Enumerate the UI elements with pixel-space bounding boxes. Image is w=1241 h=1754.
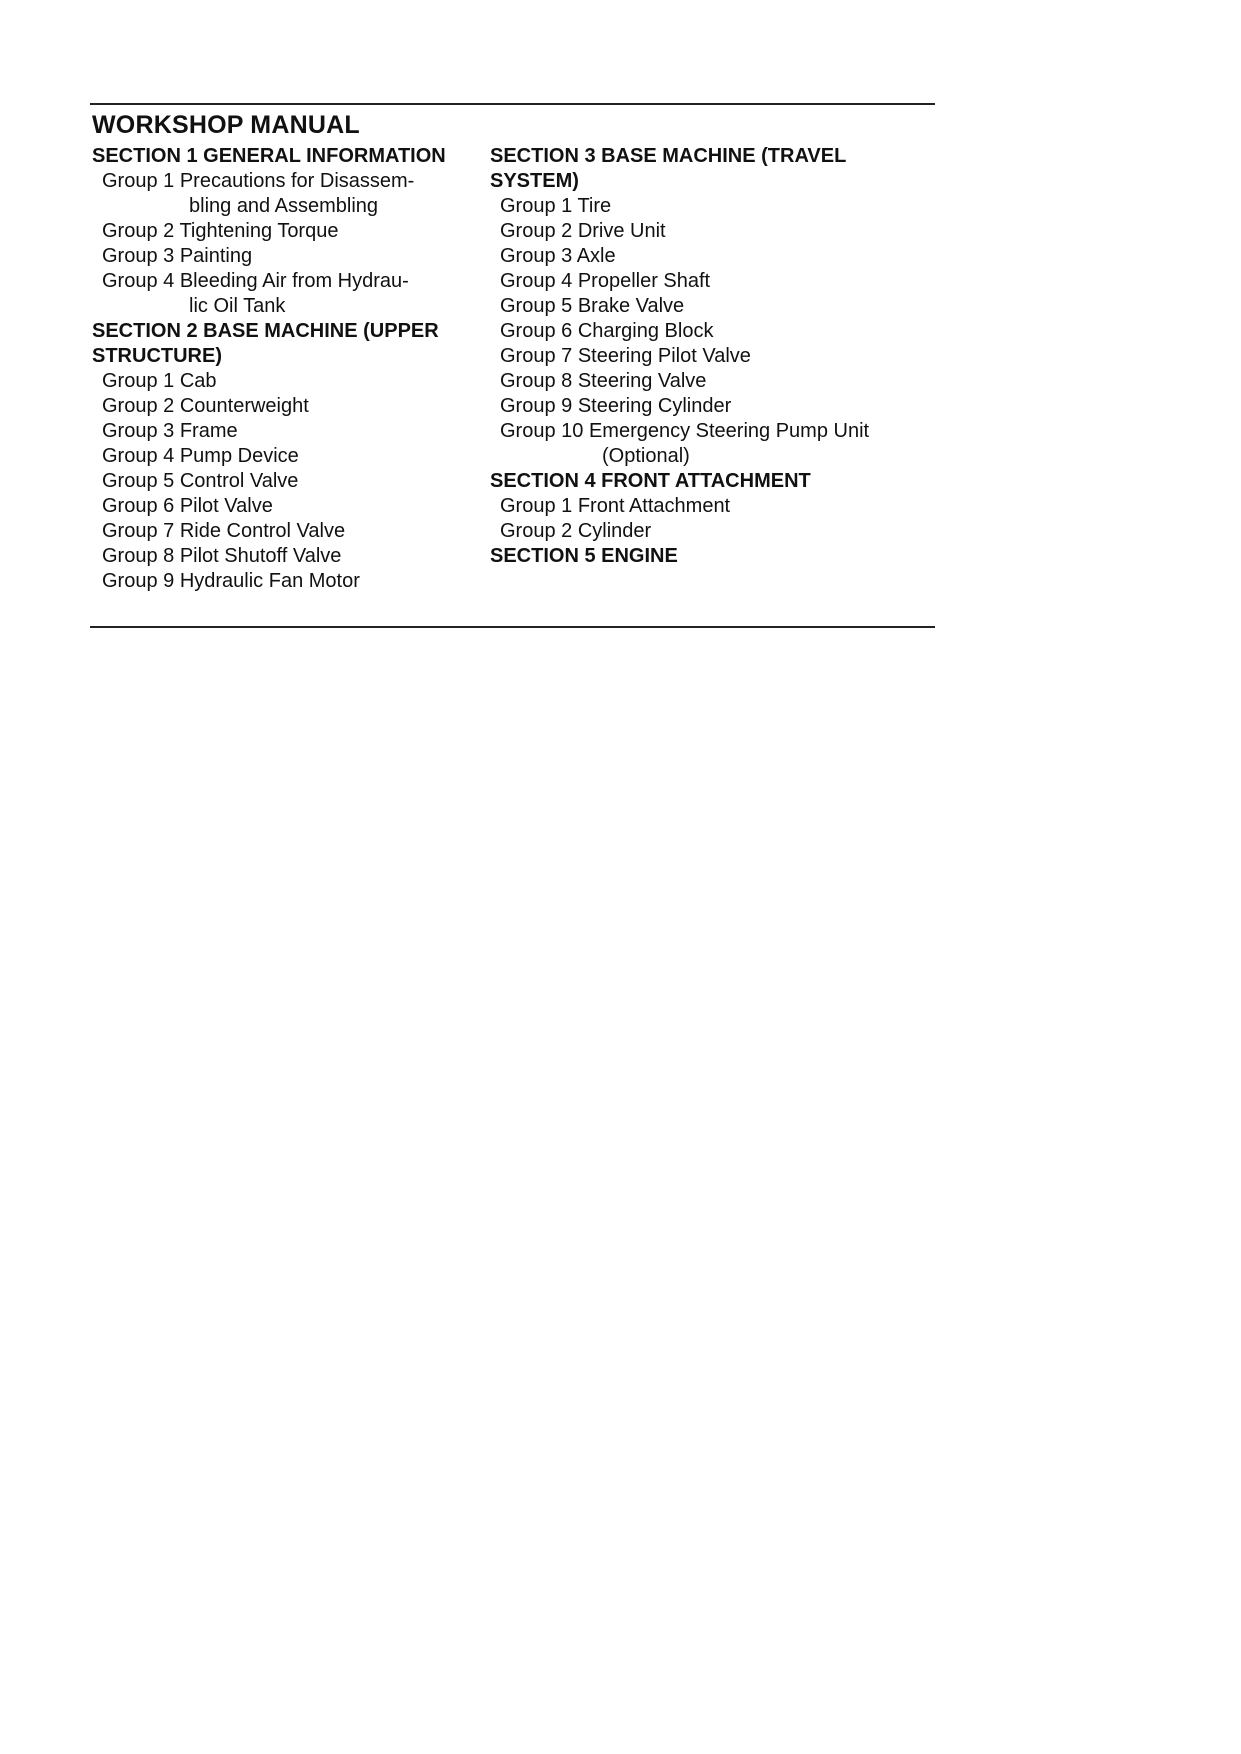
group-entry: Group 1 Front Attachment <box>500 495 731 517</box>
group-entry: Group 9 Hydraulic Fan Motor <box>102 570 360 592</box>
group-entry: Group 1 Cab <box>102 370 217 392</box>
group-entry: Group 10 Emergency Steering Pump Unit <box>500 420 870 442</box>
group-entry-continuation: bling and Assembling <box>189 195 379 217</box>
group-entry: Group 2 Tightening Torque <box>102 220 339 242</box>
group-entry: Group 3 Painting <box>102 245 253 267</box>
group-entry: Group 6 Charging Block <box>500 320 714 342</box>
group-entry-continuation: (Optional) <box>602 445 690 467</box>
group-entry: Group 2 Drive Unit <box>500 220 666 242</box>
group-entry: Group 4 Bleeding Air from Hydrau- <box>102 270 409 292</box>
group-entry: Group 7 Steering Pilot Valve <box>500 345 751 367</box>
group-entry: Group 3 Axle <box>500 245 616 267</box>
section-heading: SECTION 2 BASE MACHINE (UPPER <box>92 320 439 342</box>
page-title: WORKSHOP MANUAL <box>92 111 360 139</box>
group-entry: Group 9 Steering Cylinder <box>500 395 732 417</box>
bottom-rule <box>90 626 935 628</box>
group-entry: Group 2 Counterweight <box>102 395 309 417</box>
group-entry: Group 1 Precautions for Disassem- <box>102 170 415 192</box>
group-entry: Group 1 Tire <box>500 195 612 217</box>
contents-right-column <box>490 144 940 569</box>
section-heading: STRUCTURE) <box>92 345 222 367</box>
section-heading: SECTION 3 BASE MACHINE (TRAVEL <box>490 145 847 167</box>
contents-left-column <box>92 144 487 594</box>
group-entry: Group 5 Control Valve <box>102 470 299 492</box>
group-entry: Group 3 Frame <box>102 420 238 442</box>
group-entry: Group 8 Steering Valve <box>500 370 707 392</box>
top-rule <box>90 103 935 105</box>
group-entry: Group 4 Propeller Shaft <box>500 270 711 292</box>
group-entry: Group 8 Pilot Shutoff Valve <box>102 545 342 567</box>
section-heading: SYSTEM) <box>490 170 579 192</box>
section-heading: SECTION 5 ENGINE <box>490 545 678 567</box>
section-heading: SECTION 4 FRONT ATTACHMENT <box>490 470 811 492</box>
group-entry: Group 6 Pilot Valve <box>102 495 273 517</box>
section-heading: SECTION 1 GENERAL INFORMATION <box>92 145 446 167</box>
group-entry-continuation: lic Oil Tank <box>189 295 286 317</box>
group-entry: Group 4 Pump Device <box>102 445 299 467</box>
group-entry: Group 5 Brake Valve <box>500 295 685 317</box>
group-entry: Group 2 Cylinder <box>500 520 652 542</box>
group-entry: Group 7 Ride Control Valve <box>102 520 346 542</box>
